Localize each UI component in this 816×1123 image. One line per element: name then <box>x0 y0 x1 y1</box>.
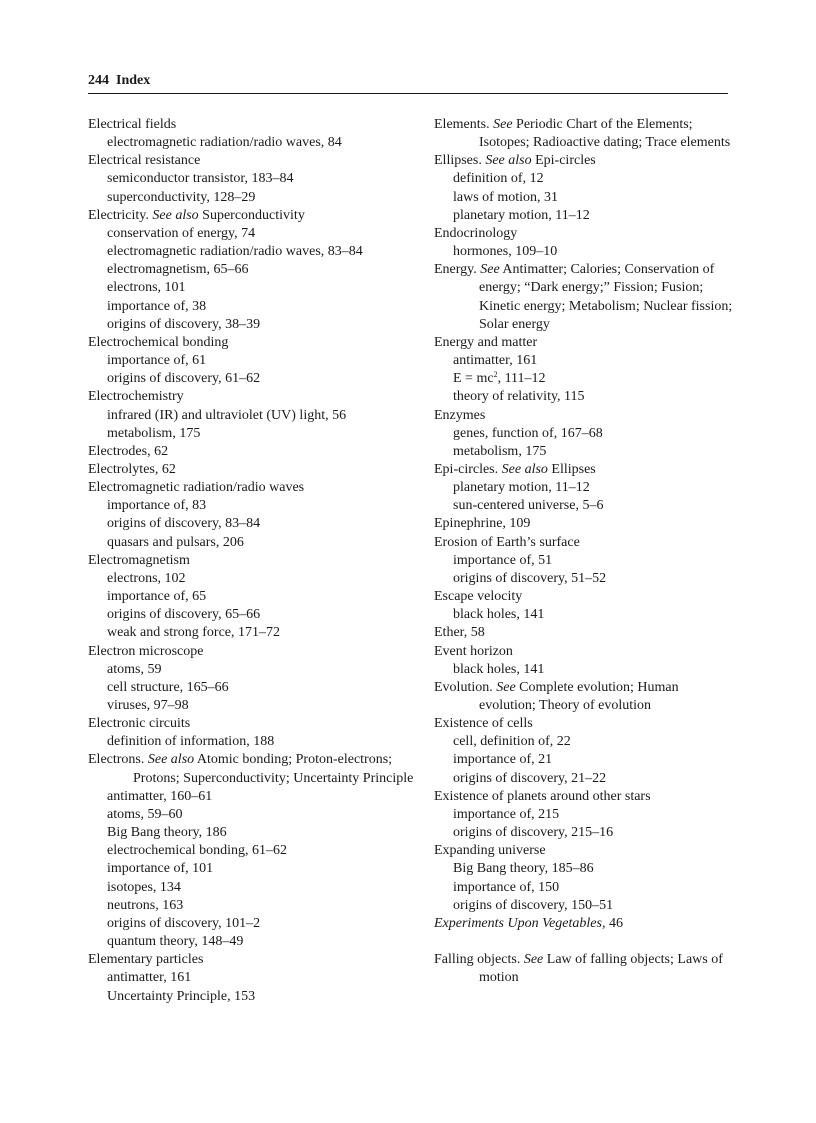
index-subentry: electromagnetism, 65–66 <box>107 262 249 278</box>
index-subentry: origins of discovery, 65–66 <box>107 607 261 623</box>
index-subentry: antimatter, 160–61 <box>107 788 213 804</box>
index-subentry: origins of discovery, 21–22 <box>453 770 607 786</box>
index-subentry: black holes, 141 <box>453 607 545 623</box>
index-entry: Electrolytes, 62 <box>88 461 176 477</box>
index-entry: Existence of cells <box>434 716 533 732</box>
index-entry: Electrical fields <box>88 117 177 132</box>
index-subentry: electrons, 102 <box>107 570 186 586</box>
index-entry <box>434 951 734 987</box>
index-subentry: isotopes, 134 <box>107 879 181 895</box>
entry-term: Falling objects. <box>434 952 524 968</box>
index-subentry: electromagnetic radiation/radio waves, 84 <box>107 135 342 151</box>
entry-title-italic: Experiments Upon Vegetables, <box>434 915 606 931</box>
index-subentry: cell structure, 165–66 <box>107 679 229 695</box>
index-entry: Electron microscope <box>88 643 204 659</box>
index-entry <box>434 679 734 715</box>
index-subentry: sun-centered universe, 5–6 <box>453 498 604 514</box>
index-entry: Electromagnetism <box>88 552 190 568</box>
index-subentry: antimatter, 161 <box>107 970 192 986</box>
index-subentry: importance of, 61 <box>107 353 207 369</box>
index-subentry: electrons, 101 <box>107 280 186 296</box>
index-subentry: black holes, 141 <box>453 661 545 677</box>
index-subentry <box>434 370 734 388</box>
index-subentry: quantum theory, 148–49 <box>107 934 244 950</box>
see-reference: See also <box>152 207 199 223</box>
index-subentry: importance of, 215 <box>453 806 560 822</box>
index-subentry: conservation of energy, 74 <box>107 225 256 241</box>
entry-refs: 46 <box>605 915 623 931</box>
index-entry: Electronic circuits <box>88 716 191 732</box>
index-entry <box>88 207 418 225</box>
index-subentry: theory of relativity, 115 <box>453 389 585 405</box>
index-entry: Electrochemical bonding <box>88 334 229 350</box>
see-reference: See also <box>485 153 532 169</box>
entry-refs: Epi-circles <box>531 153 596 169</box>
entry-refs: Superconductivity <box>198 207 305 223</box>
index-subentry: metabolism, 175 <box>107 425 201 441</box>
index-subentry: definition of information, 188 <box>107 734 275 750</box>
index-subentry: origins of discovery, 101–2 <box>107 915 261 931</box>
running-title: Index <box>116 73 151 88</box>
superscript: 2 <box>493 370 498 380</box>
entry-refs: , 111–12 <box>497 371 546 387</box>
index-column-left <box>88 116 418 1006</box>
index-entry: Event horizon <box>434 643 513 659</box>
index-subentry: origins of discovery, 215–16 <box>453 825 614 841</box>
running-header <box>88 72 728 90</box>
entry-refs: Law of falling objects; Laws of motion <box>479 952 723 986</box>
index-subentry: planetary motion, 11–12 <box>453 480 590 496</box>
entry-term: Electrons. <box>88 752 148 768</box>
index-subentry: viruses, 97–98 <box>107 698 189 713</box>
index-subentry: electromagnetic radiation/radio waves, 83–84 <box>107 244 363 260</box>
index-entry: Electrochemistry <box>88 389 184 405</box>
see-reference: See also <box>147 752 195 768</box>
entry-term: E = mc <box>453 371 494 387</box>
index-entry <box>434 116 734 152</box>
index-entry <box>434 261 734 334</box>
index-subentry: infrared (IR) and ultraviolet (UV) light, 56 <box>107 407 347 423</box>
index-subentry: quasars and pulsars, 206 <box>107 534 244 550</box>
index-entry <box>434 152 734 170</box>
see-reference: See also <box>501 461 548 477</box>
index-subentry: importance of, 65 <box>107 589 207 605</box>
page-number: 244 <box>88 73 109 88</box>
index-entry: Erosion of Earth’s surface <box>434 534 580 550</box>
index-subentry: definition of, 12 <box>453 171 544 187</box>
index-subentry: origins of discovery, 51–52 <box>453 570 607 586</box>
entry-term: Electricity. <box>88 207 153 223</box>
entry-refs: Periodic Chart of the Elements; Isotopes; Radioactive dating; Trace elements <box>479 117 731 151</box>
header-rule <box>88 93 728 94</box>
index-entry: Ether, 58 <box>434 625 485 641</box>
index-subentry: importance of, 38 <box>107 298 207 314</box>
index-subentry: importance of, 51 <box>453 552 553 568</box>
index-subentry: laws of motion, 31 <box>453 189 558 205</box>
index-entry: Existence of planets around other stars <box>434 788 651 804</box>
index-column-right <box>434 116 734 987</box>
entry-refs: Complete evolution; Human evolution; Theory of evolution <box>479 679 679 713</box>
entry-term: Elements. <box>434 117 494 132</box>
entry-refs: Atomic bonding; Proton-electrons; Protons; Superconductivity; Uncertainty Principle <box>133 752 414 786</box>
see-reference: See <box>523 952 544 968</box>
index-subentry: atoms, 59–60 <box>107 806 183 822</box>
index-subentry: importance of, 101 <box>107 861 214 877</box>
index-subentry: Uncertainty Principle, 153 <box>107 988 256 1004</box>
index-subentry: origins of discovery, 61–62 <box>107 371 261 387</box>
index-subentry: atoms, 59 <box>107 661 162 677</box>
entry-refs: Ellipses <box>547 461 596 477</box>
entry-term: Evolution. <box>434 679 497 695</box>
index-subentry: importance of, 21 <box>453 752 553 768</box>
index-entry: Energy and matter <box>434 334 538 350</box>
index-subentry: importance of, 150 <box>453 879 560 895</box>
see-reference: See <box>496 679 516 695</box>
index-subentry: origins of discovery, 38–39 <box>107 316 261 332</box>
see-reference: See <box>493 117 513 132</box>
index-entry: Electromagnetic radiation/radio waves <box>88 480 305 496</box>
see-reference: See <box>480 262 500 278</box>
index-subentry: importance of, 83 <box>107 498 207 514</box>
index-subentry: semiconductor transistor, 183–84 <box>107 171 294 187</box>
index-subentry: metabolism, 175 <box>453 443 547 459</box>
index-entry: Electrical resistance <box>88 153 201 169</box>
entry-refs: Antimatter; Calories; Conservation of energy; “Dark energy;” Fission; Fusion; Kinetic energy; Metabolism; Nuclear fission; Solar energy <box>479 262 733 332</box>
index-subentry: electrochemical bonding, 61–62 <box>107 843 287 859</box>
index-subentry: origins of discovery, 150–51 <box>453 897 614 913</box>
index-entry: Expanding universe <box>434 843 546 859</box>
index-subentry: Big Bang theory, 186 <box>107 825 227 841</box>
index-subentry: genes, function of, 167–68 <box>453 425 603 441</box>
index-entry <box>434 915 734 933</box>
index-entry: Elementary particles <box>88 952 204 968</box>
index-subentry: planetary motion, 11–12 <box>453 207 590 223</box>
index-entry: Escape velocity <box>434 589 523 605</box>
index-subentry: neutrons, 163 <box>107 897 184 913</box>
index-subentry: antimatter, 161 <box>453 353 538 369</box>
index-subentry: hormones, 109–10 <box>453 244 558 260</box>
entry-term: Ellipses. <box>434 153 486 169</box>
index-entry: Enzymes <box>434 407 486 423</box>
index-entry: Epinephrine, 109 <box>434 516 531 532</box>
index-entry <box>88 751 418 787</box>
index-subentry: weak and strong force, 171–72 <box>107 625 281 641</box>
entry-term: Epi-circles. <box>434 461 502 477</box>
index-entry: Electrodes, 62 <box>88 443 169 459</box>
index-entry <box>434 461 734 479</box>
index-subentry: Big Bang theory, 185–86 <box>453 861 594 877</box>
index-entry: Endocrinology <box>434 225 518 241</box>
entry-term: Energy. <box>434 262 481 278</box>
index-subentry: superconductivity, 128–29 <box>107 189 256 205</box>
index-subentry: origins of discovery, 83–84 <box>107 516 261 532</box>
index-subentry: cell, definition of, 22 <box>453 734 571 750</box>
